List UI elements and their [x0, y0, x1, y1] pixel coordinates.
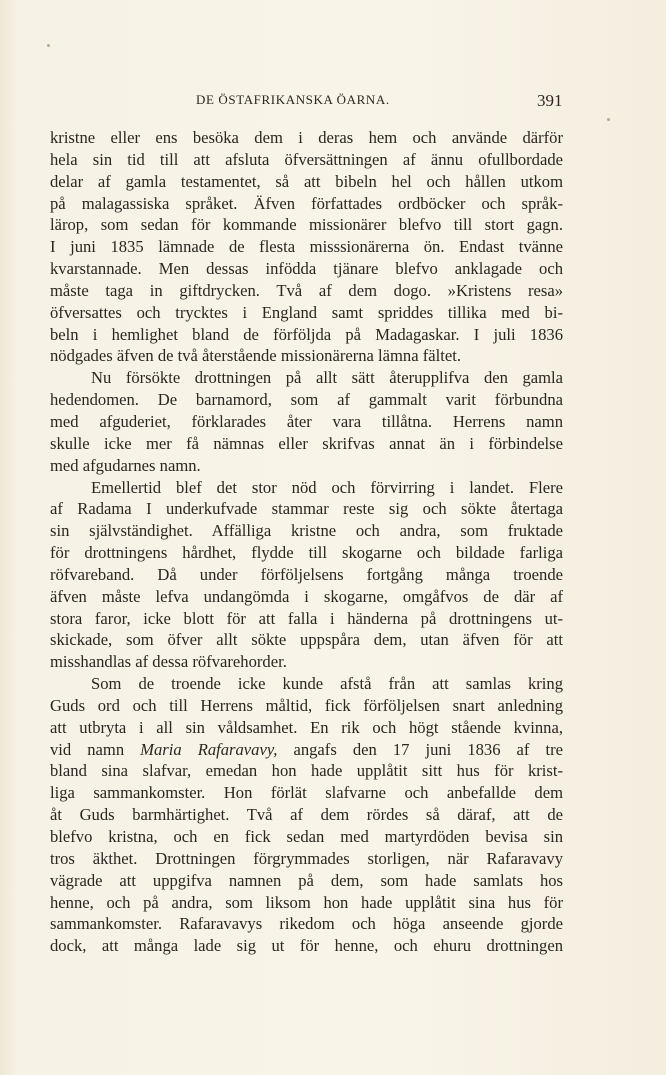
running-title: DE ÖSTAFRIKANSKA ÖARNA. [196, 92, 390, 107]
paper-speck [47, 44, 50, 47]
text-line: delar af gamla testamentet, så att bibeln hel och hållen utkom [50, 171, 563, 191]
text-line: att utbryta i all sin våldsamhet. En rik och högt stående kvinna, [50, 717, 563, 737]
text-line: kristne eller ens besöka dem i deras hem och använde därför [50, 128, 563, 147]
text-line: sammankomster. Rafaravavys rikedom och höga anseende gjorde [50, 914, 563, 934]
text-line: bland sina slafvar, emedan hon hade upplåtit sitt hus för krist- [50, 761, 563, 781]
paper-speck [607, 118, 610, 121]
text-line: stora faror, icke blott för att falla i händerna på drottningens ut- [50, 608, 563, 628]
text-line [50, 739, 563, 761]
text-line: I juni 1835 lämnade de flesta misssionärerna ön. Endast tvänne [50, 237, 563, 257]
text-line: sin självständighet. Affälliga kristne och andra, som fruktade [50, 521, 563, 541]
text-line: misshandlas af dessa röfvarehorder. [50, 652, 287, 672]
text-run: angafs den 17 juni 1836 af tre [277, 739, 563, 759]
text-line: vägrade att uppgifva namnen på dem, som hade samlats hos [50, 870, 563, 890]
text-line: åt Guds barmhärtighet. Två af dem rördes så däraf, att de [50, 805, 563, 825]
text-line: måste taga in giftdrycken. Två af dem dogo. »Kristens resa» [50, 280, 563, 300]
text-line: skickade, som öfver allt sökte uppspåra dem, utan äfven för att [50, 630, 563, 650]
text-line: Nu försökte drottningen på allt sätt återupplifva den gamla [91, 368, 563, 388]
text-line: hedendomen. De barnamord, som af gammalt varit förbundna [50, 390, 563, 410]
text-line: för drottningens hårdhet, flydde till skogarne och bildade farliga [50, 543, 563, 563]
text-line: lärор, som sedan för kommande missionärer blefvo till stort gagn. [50, 215, 563, 235]
text-line: liga sammankomster. Hon förlät slafvarne och anbefallde dem [50, 783, 563, 803]
text-line: Som de troende icke kunde afstå från att samlas kring [91, 674, 563, 694]
text-line: blefvo kristna, och en fick sedan med martyrdöden bevisa sin [50, 827, 563, 846]
text-line: skulle icke mer få nämnas eller skrifvas annat än i förbindelse [50, 433, 563, 453]
text-line: Guds ord och till Herrens måltid, fick förföljelsen snart anledning [50, 695, 563, 715]
text-line: öfversattes och trycktes i England samt spriddes tillika med bi- [50, 302, 563, 322]
text-line: nödgades äfven de två återstående missionärerna lämna fältet. [50, 346, 461, 366]
page-number: 391 [537, 91, 563, 110]
text-line: äfven måste lefva undangömda i skogarne, omgåfvos de där af [50, 586, 563, 606]
italic-name: Maria Rafaravavy, [140, 739, 278, 759]
text-line: med afgudarnes namn. [50, 455, 201, 475]
text-line: Emellertid blef det stor nöd och förvirring i landet. Flere [91, 477, 563, 497]
text-run: vid namn [50, 739, 141, 759]
text-line: af Radama I underkufvade stammar reste sig och sökte återtaga [50, 499, 563, 519]
text-line: på malagassiska språket. Äfven författades ordböcker och språk- [50, 193, 563, 213]
text-line: hela sin tid till att afsluta öfversättningen af ännu ofullbordade [50, 149, 563, 169]
text-line: dock, att många lade sig ut för henne, och ehuru drottningen [50, 936, 563, 956]
text-line: tros äkthet. Drottningen förgrymmades storligen, när Rafaravavy [50, 848, 563, 868]
text-line: röfvareband. Då under förföljelsens fortgång många troende [50, 564, 563, 584]
body-text [50, 127, 563, 957]
text-line: henne, och på andra, som liksom hon hade upplåtit sina hus för [50, 892, 563, 912]
text-line: beln i hemlighet bland de förföljda på Madagaskar. I juli 1836 [50, 324, 563, 344]
text-line: kvarstannade. Men dessas infödda tjänare blefvo anklagade och [50, 259, 563, 279]
text-line: med afguderiet, förklarades åter vara tillåtna. Herrens namn [50, 411, 563, 431]
